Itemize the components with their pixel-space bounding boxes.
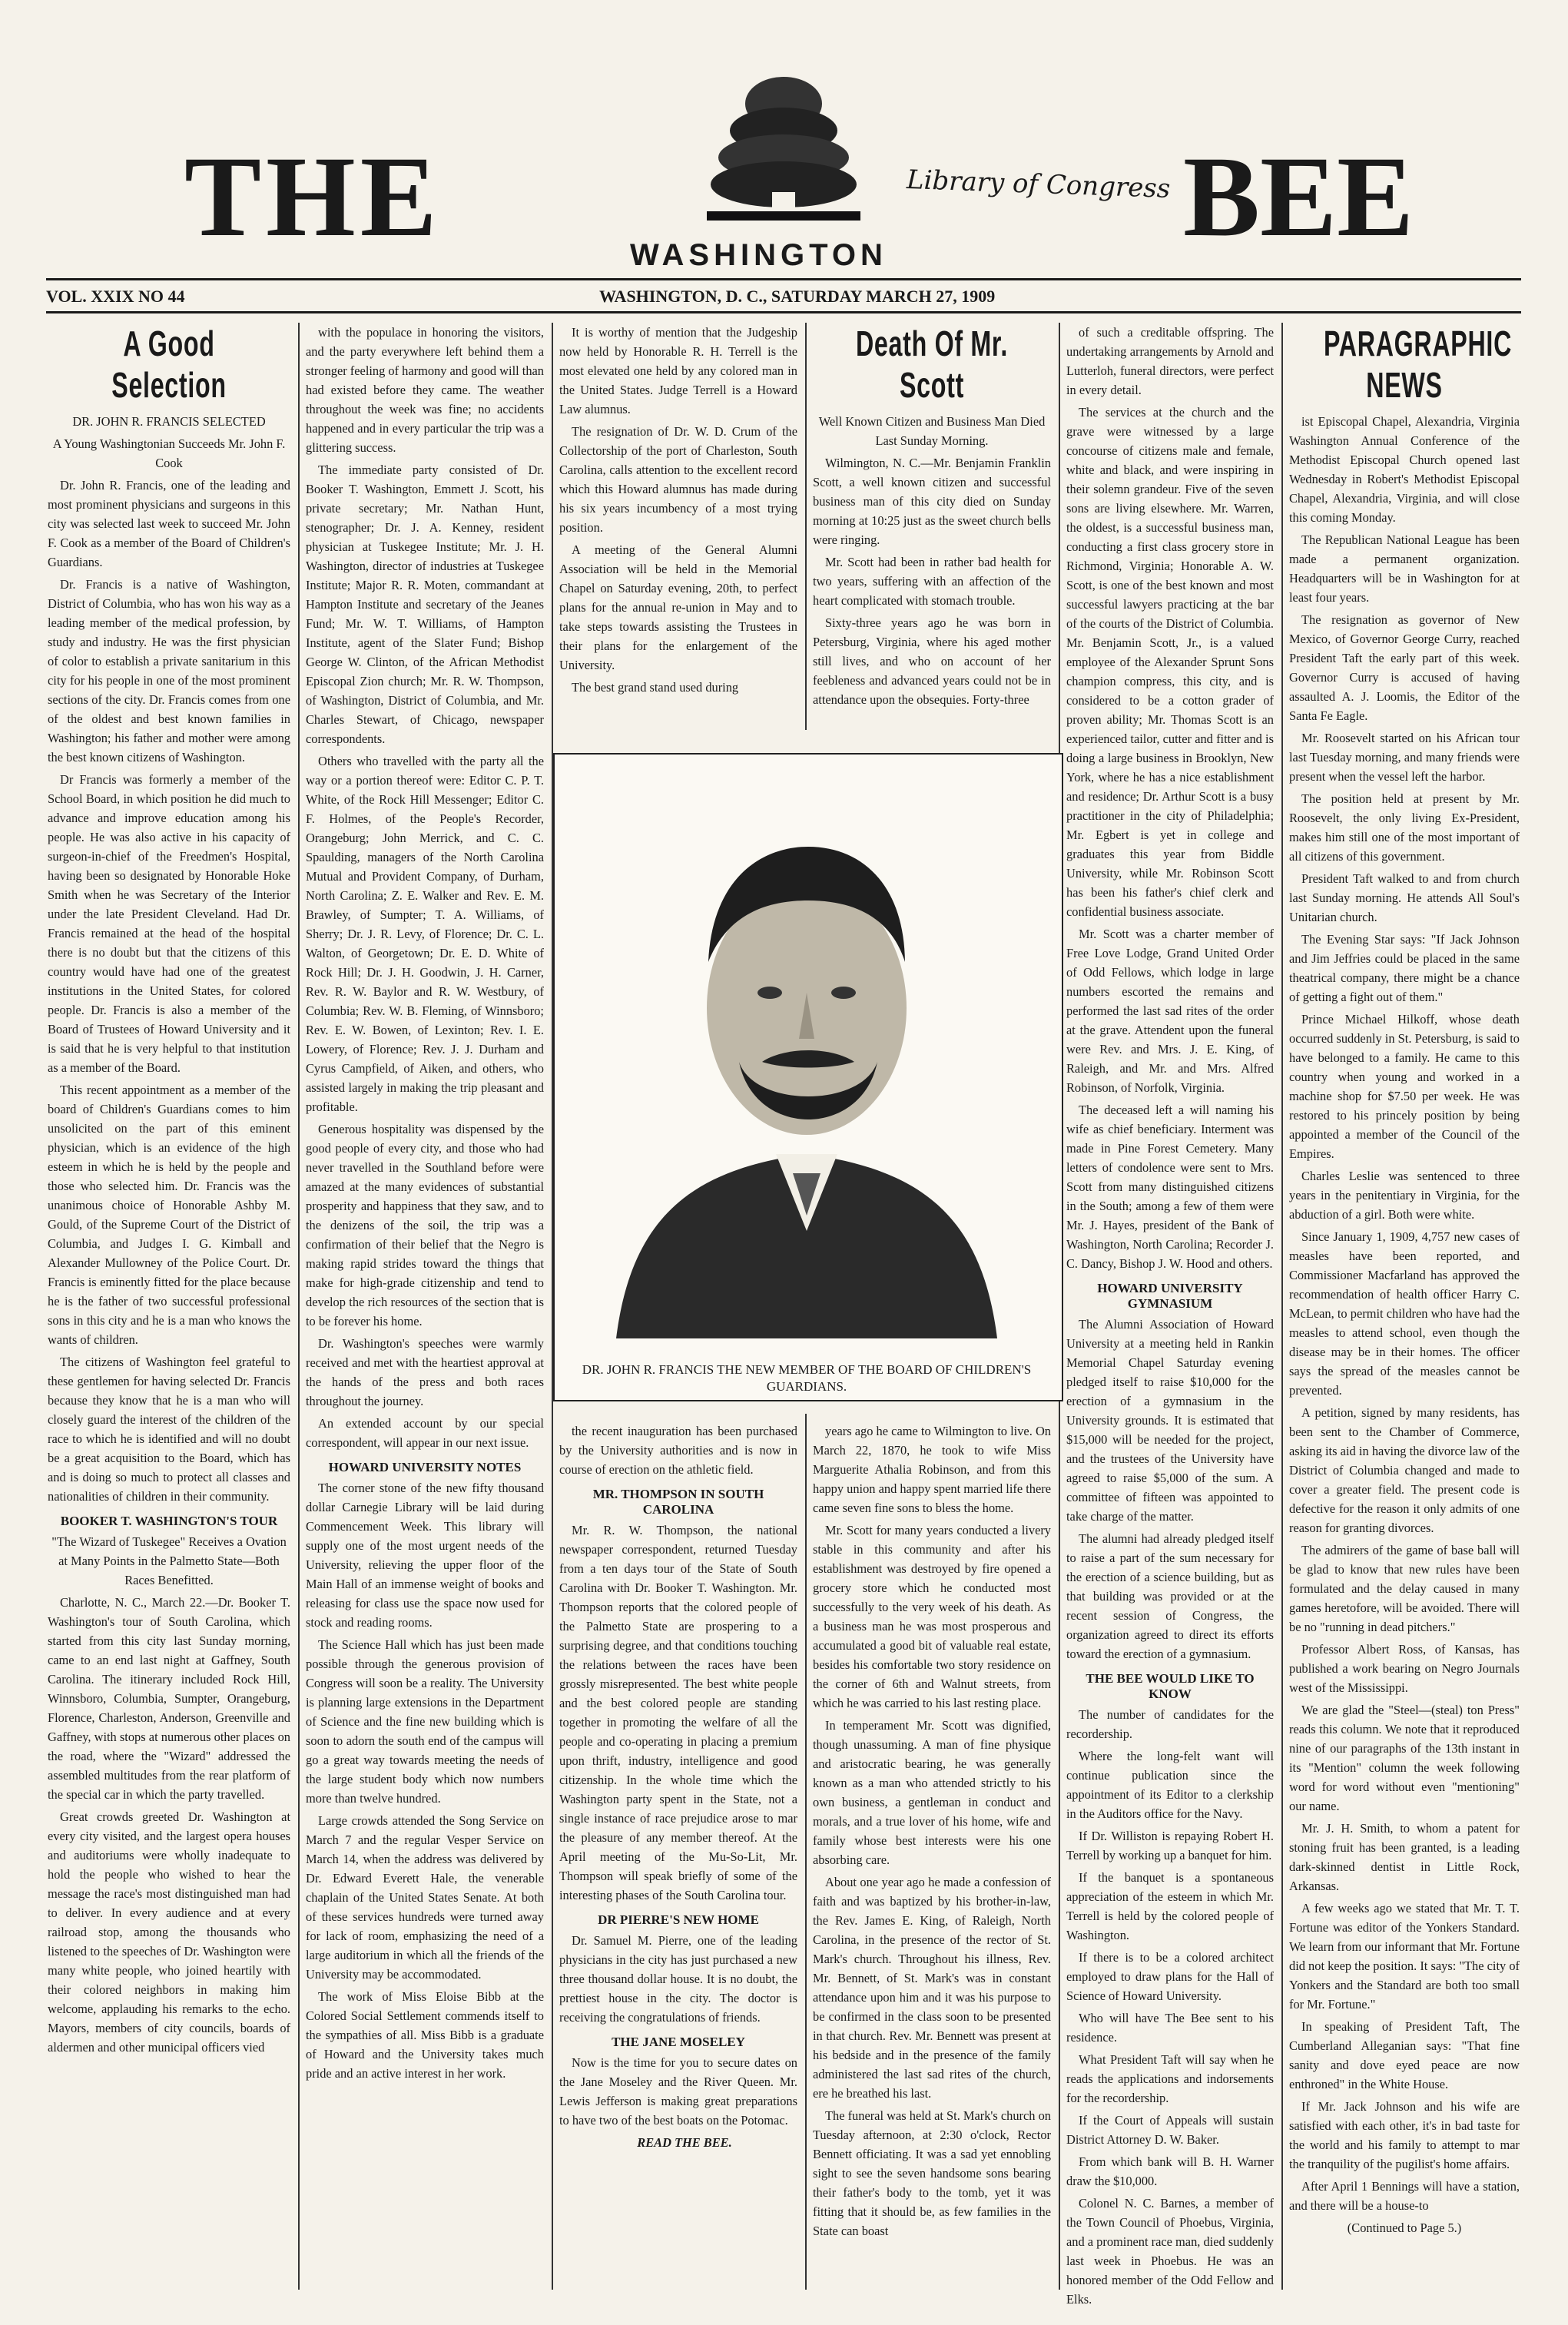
paragraph: The Republican National League has been made a permanent organization. Headquarters will be in Washington for at least four years. [1289,532,1520,605]
headline-pierre-home: DR PIERRE'S NEW HOME [598,1912,759,1927]
paragraph: If the banquet is a spontaneous appreciation of the esteem in which Mr. Terrell is held by the colored people of Washington. [1066,1870,1274,1942]
paragraph: Others who travelled with the party all the way or a portion thereof were: Editor C. P. T. White, of the Rock Hill Messenger; Editor C. F. Holmes, of the People's Recorder, Orangeburg; John Merrick, and C. C. Spaulding, managers of the North Carolina Mutual and Provident Company, of Durham, North Carolina; Z. E. Walker and Rev. E. M. Brawley, of Sumpter; T. A. Williams, of Sherry; Dr. J. R. Levy, of Florence; Dr. C. L. Walton, of Georgetown; Dr. E. D. White of Rock Hill; Dr. J. H. Goodwin, J. H. Carner, Rev. R. W. Baylor and R. W. Westbury, of Columbia; Rev. W. B. Fleming, of Winnsboro; Rev. E. W. Bowen, of Lexinton; Rev. I. E. Lowery, of Florence; Rev. J. J. Durham and Cyrus Campfield, of Aiken, and others, who assisted largely in making the trip pleasant and profitable. [306,754,544,1114]
column-3-top [559,323,797,738]
paragraph: President Taft walked to and from church last Sunday morning. He attends All Soul's Unitarian church. [1289,871,1520,924]
paragraph: If Mr. Jack Johnson and his wife are satisfied with each other, it's in bad taste for the world and his family to attempt to mar the tranquility of the pugilist's home affairs. [1289,2099,1520,2171]
column-rule [805,1414,807,2290]
paragraph: An extended account by our special correspondent, will appear in our next issue. [306,1416,544,1450]
paragraph: The citizens of Washington feel grateful to these gentlemen for having selected Dr. Francis because they know that he is a man who will closely guard the interest of the children of the race to which he is identified and will no doubt be a great acquisition to the Board, which has and is doing so much to protect all classes and nationalities of children in their community. [48,1355,290,1504]
portrait-figure [555,755,1059,1338]
headline-death-of-scott: Death Of Mr. Scott [855,323,1009,405]
library-stamp: Library of Congress [906,164,1171,204]
paragraph: The deceased left a will naming his wife as chief beneficiary. Interment was made in Pine Forest Cemetery. Many letters of condolence were sent to Mrs. Scott from many distinguished citizens in the South; among a few of them were Mr. J. Hayes, president of the Bank of Washington, North Carolina; Recorder J. C. Dancy, Bishop J. W. Hood and others. [1066,1103,1274,1271]
paragraph: Who will have The Bee sent to his residence. [1066,2011,1274,2045]
masthead-the: THE [184,133,442,260]
column-4-bottom [813,1421,1051,2297]
paragraph: Dr. Washington's speeches were warmly received and met with the heartiest approval at the hands of the press and both races throughout the journey. [306,1336,544,1408]
volume-number: VOL. XXIX NO 44 [46,287,185,306]
deck: A Young Washingtonian Succeeds Mr. John F. Cook [52,436,286,470]
paragraph: The work of Miss Eloise Bibb at the Colored Social Settlement commends itself to the sympathies of all. Miss Bibb is a graduate of Howard and the University takes much pride and an active interest in her work. [306,1989,544,2081]
paragraph: Since January 1, 1909, 4,757 new cases of measles have been reported, and Commissioner Macfarland has approved the recommendation of health officer Harry C. McLean, to permit children who have had the measles to attend school, even though the disease may be in their homes. The officer says the spread of the measles cannot be prevented. [1289,1229,1520,1398]
paragraph: Sixty-three years ago he was born in Petersburg, Virginia, where his aged mother still lives, and who on account of her feebleness and advanced years could not be in attendance upon the obsequies. Forty-three [813,615,1051,707]
paragraph: The immediate party consisted of Dr. Booker T. Washington, Emmett J. Scott, his private secretary; Mr. Nathan Hunt, stenographer; Dr. J. A. Kenney, resident physician at Tuskegee Institute; Mr. J. H. Washington, director of industries at Tuskegee Institute; Major R. R. Moten, commandant at Hampton Institute and secretary of the Jeanes Fund; Mr. W. T. Williams, of Hampton Institute, agent of the Slater Fund; Bishop George W. Clinton, of the African Methodist Episcopal Zion church; Mr. R. W. Thompson, of Washington, District of Columbia, and Mr. Charles Stewart, of Chicago, newspaper correspondents. [306,463,544,746]
subhead: DR. JOHN R. FRANCIS SELECTED [72,414,266,429]
paragraph: In temperament Mr. Scott was dignified, though unassuming. A man of fine physique and aristocratic bearing, he was generally known as a man who attended strictly to his own business, a gentleman in conduct and morals, and a true lover of his home, wife and family whose best interests were his one absorbing care. [813,1718,1051,1867]
paragraph: The resignation of Dr. W. D. Crum of the Collectorship of the port of Charleston, South Carolina, calls attention to the excellent record which this Howard alumnus has made during his six years incumbency of a most trying position. [559,424,797,535]
paragraph: The admirers of the game of base ball will be glad to know that new rules have been formulated and the delay caused in many games heretofore, will be avoided. There will be no "running in dead pitchers." [1289,1543,1520,1634]
column-rule [805,323,807,730]
paragraph: Now is the time for you to secure dates on the Jane Moseley and the River Queen. Mr. Lewis Jefferson is making great preparations to have two of the best boats on the Potomac. [559,2055,797,2128]
paragraph: Mr. J. H. Smith, to whom a patent for stoning fruit has been granted, is a leading dark-skinned dentist in Little Rock, Arkansas. [1289,1821,1520,1893]
headline-washington-tour: BOOKER T. WASHINGTON'S TOUR [60,1514,278,1528]
paragraph: In speaking of President Taft, The Cumberland Alleganian says: "That fine sanity and dove eyed peace are now enthroned" in the White House. [1289,2019,1520,2091]
paragraph: Mr. Scott was a charter member of Free Love Lodge, Grand United Order of Odd Fellows, which lodge in large numbers escorted the remains and performed the last sad rites of the order at the grave. Attendent upon the funeral were Rev. and Mrs. J. E. King, of Raleigh, and Mr. and Mrs. Alfred Robinson, of Norfolk, Virginia. [1066,927,1274,1095]
headline-good-selection: A Good Selection [111,323,227,405]
paragraph: The funeral was held at St. Mark's church on Tuesday afternoon, at 2:30 o'clock, Rector Bennett officiating. It was a sad yet ennobling sight to see the seven handsome sons bearing their father's body to the tomb, yet it was fitting that it should be, as few families in the State can boast [813,2108,1051,2238]
paragraph: The services at the church and the grave were witnessed by a large concourse of citizens male and female, white and black, and were inspiring in their solemn grandeur. Five of the seven sons are living elsewhere. Mr. Warren, the oldest, is a successful business man, conducting a first class grocery store in Richmond, Virginia; Honorable A. W. Scott, is one of the best known and most successful lawyers practicing at the bar of the courts of the District of Columbia. Mr. Benjamin Scott, Jr., is a valued employee of the Alexander Sprunt Sons champion compress, this city, and is considered to be a cotton grader of proven ability; Mr. Thomas Scott is an experienced tailor, cutter and fitter and is doing a large business in Brooklyn, New York, where he has a nice establishment and residence; Dr. Arthur Scott is a busy practitioner in the city of Philadelphia; Mr. Egbert is yet in college and graduates this year from Biddle University, while Mr. Robinson Scott has been his father's chief clerk and confidential business associate. [1066,405,1274,919]
masthead-city: WASHINGTON [630,238,887,272]
paragraph: Great crowds greeted Dr. Washington at every city visited, and the largest opera houses and auditoriums were wholly inadequate to hold the people who wished to hear the message the race's most distinguished man had to deliver. In every audience and at every railroad stop, among the thousands who listened to the speeches of Dr. Washington were many white people, who joined heartily with their colored neighbors in making him welcome, applauding his remarks to the echo. Mayors, members of city councils, boards of aldermen and other municipal officers vied [48,1809,290,2055]
column-rule [298,323,300,2290]
headline-thompson: MR. THOMPSON IN SOUTH CAROLINA [592,1487,764,1517]
paragraph: What President Taft will say when he reads the applications and indorsements for the recordership. [1066,2052,1274,2105]
deck: "The Wizard of Tuskegee" Receives a Ovation at Many Points in the Palmetto State—Both Races Benefitted. [51,1534,287,1587]
paragraph: Charlotte, N. C., March 22.—Dr. Booker T. Washington's tour of South Carolina, which started from this city last Sunday morning, came to an end last night at Gaffney, South Carolina. The itinerary included Rock Hill, Winnsboro, Columbia, Sumpter, Orangeburg, Florence, Charleston, Anderson, Greenville and Gaffney, with stops at numerous other places on the road, where the "Wizard" addressed the assembled multitudes from the rear platform of the special car in which the party travelled. [48,1595,290,1802]
headline-jane-moseley: THE JANE MOSELEY [612,2035,745,2049]
portrait-illustration [553,753,1063,1401]
paragraph: Prince Michael Hilkoff, whose death occurred suddenly in St. Petersburg, is said to have belonged to a family. He came to this country when young and worked in a machine shop for $7.50 per week. He was restored to his princely position by being appointed a member of the Council of the Empires. [1289,1012,1520,1161]
column-3-bottom [559,1421,797,2297]
paragraph: Where the long-felt want will continue publication since the appointment of its Editor to a clerkship in the Auditors office for the Navy. [1066,1749,1274,1821]
paragraph: From which bank will B. H. Warner draw the $10,000. [1066,2154,1274,2188]
paragraph: Professor Albert Ross, of Kansas, has published a work bearing on Negro Journals west of the Mississippi. [1289,1642,1520,1695]
headline-howard-notes: HOWARD UNIVERSITY NOTES [328,1460,522,1474]
paragraph: Colonel N. C. Barnes, a member of the Town Council of Phoebus, Virginia, and a prominent race man, died suddenly last week in Phoebus. He was an honored member of the Odd Fellow and Elks. [1066,2196,1274,2307]
paragraph: The best grand stand used during [572,680,739,695]
paragraph: This recent appointment as a member of the board of Children's Guardians comes to him unsolicited on the part of this eminent physician, which is an evidence of the high esteem in which he is held by the people and those who selected him. Dr. Francis was the unanimous choice of Honorable Ashby M. Gould, of the Supreme Court of the District of Columbia, and Judges I. G. Kimball and Alexander Mullowney of the Police Court. Dr. Francis is eminently fitted for the place because he is the father of two successful professional sons in this city and he is a man who knows the wants of children. [48,1083,290,1347]
paragraph: A few weeks ago we stated that Mr. T. T. Fortune was editor of the Yonkers Standard. We learn from our informant that Mr. Fortune did not keep the position. It says: "The city of Yonkers and the Standard are both too small for Mr. Fortune." [1289,1901,1520,2012]
paragraph: Dr. John R. Francis, one of the leading and most prominent physicians and surgeons in this city was selected last week to succeed Mr. John F. Cook as a member of the Board of Children's Guardians. [48,478,290,569]
paragraph: Large crowds attended the Song Service on March 7 and the regular Vesper Service on March 14, when the address was delivered by Dr. Edward Everett Hale, the venerable chaplain of the United States Senate. At both of these services hundreds were turned away for lack of room, emphasizing the need of a large auditorium in which all the friends of the University may be accommodated. [306,1813,544,1982]
headline-bee-would-like-to-know: THE BEE WOULD LIKE TO KNOW [1086,1671,1255,1701]
masthead-bee: BEE [1183,133,1414,260]
paragraph: Dr Francis was formerly a member of the School Board, in which position he did much to advance and improve education among his people. He was also active in his capacity of surgeon-in-chief of the Freedmen's Hospital, having been so designated by Honorable Hoke Smith when he was Secretary of the Interior under the late President Cleveland. Had Dr. Francis remained at the head of the hospital there is no doubt but that the citizens of this country would have had one of the greatest institutions in the United States, for colored people. Dr. Francis is also a member of the Board of Trustees of Howard University and it is said that he is very helpful to that institution as a member of the Board. [48,772,290,1075]
paragraph: Charles Leslie was sentenced to three years in the penitentiary in Virginia, for the abduction of a girl. Both were white. [1289,1169,1520,1222]
paragraph: We are glad the "Steel—(steal) ton Press" reads this column. We note that it reproduced nine of our paragraphs of the 13th instant in its "Mention" column the week following word for word without even "mentioning" our name. [1289,1703,1520,1813]
column-4-top [813,323,1051,738]
continued-note: (Continued to Page 5.) [1347,2221,1462,2235]
paragraph: The corner stone of the new fifty thousand dollar Carnegie Library will be laid during Commencement Week. This library will supply one of the most urgent needs of the University, relieving the upper floor of the Main Hall of an immense weight of books and releasing for class use the space now used for stock and reading rooms. [306,1481,544,1630]
paragraph: years ago he came to Wilmington to live. On March 22, 1870, he took to wife Miss Marguerite Athalia Robinson, and from this happy union and happy spent married life there came seven fine sons to bless the home. [813,1424,1051,1515]
paragraph: The Science Hall which has just been made possible through the generous provision of Congress will soon be a reality. The University is planning large extensions in the Department of Science and the fine new building which is soon to adorn the south end of the campus will go a great way towards meeting the needs of the large student body which now numbers more than twelve hundred. [306,1637,544,1806]
paragraph: About one year ago he made a confession of faith and was baptized by his brother-in-law, the Rev. James E. King, of Raleigh, North Carolina, in the presence of the rector of St. Mark's church. Throughout his illness, Rev. Mr. Bennett, of St. Mark's was in constant attendance upon him and it was his purpose to be confirmed in the class soon to be presented in that church. Rev. Mr. Bennett was present at his bedside and in the presence of the family administered the last sad rites of the church, ere he breathed his last. [813,1875,1051,2101]
read-the-bee: READ THE BEE. [637,2135,732,2150]
paragraph: The position held at present by Mr. Roosevelt, the only living Ex-President, makes him still one of the most important of all citizens of this government. [1289,791,1520,864]
paragraph: A meeting of the General Alumni Association will be held in the Memorial Chapel on Saturday evening, 20th, to perfect plans for the annual re-union in May and to take steps towards assisting the Trustees in their plans for the enlargement of the University. [559,542,797,672]
paragraph: Wilmington, N. C.—Mr. Benjamin Franklin Scott, a well known citizen and successful business man of this city died on Sunday morning at 10:25 just as the sweet church bells were ringing. [813,456,1051,547]
paragraph: Generous hospitality was dispensed by the good people of every city, and those who had never travelled in the Southland before were amazed at the many evidences of substantial prosperity and happiness that they saw, and to the denizens of the soil, the trip was a confirmation of their belief that the Negro is making rapid strides toward the things that make for high-grade citizenship and tend to develop the rich resources of the section that is to be forever his home. [306,1122,544,1328]
paragraph: with the populace in honoring the visitors, and the party everywhere left behind them a stronger feeling of harmony and good will than had existed before they came. The weather throughout the week was fine; no accidents happened and in every particular the trip was a glittering success. [306,325,544,455]
paragraph: The alumni had already pledged itself to raise a part of the sum necessary for the erection of a science building, but as that building was provided or at the recent session of Congress, the organization agreed to direct its efforts toward the erection of a gymnasium. [1066,1531,1274,1661]
paragraph: If there is to be a colored architect employed to draw plans for the Hall of Science of Howard University. [1066,1950,1274,2003]
masthead [46,15,1521,272]
column-2 [306,323,544,2297]
issue-date: WASHINGTON, D. C., SATURDAY MARCH 27, 1909 [599,287,996,306]
paragraph: Mr. R. W. Thompson, the national newspaper correspondent, returned Tuesday from a ten days tour of the State of South Carolina with Dr. Booker T. Washington. Mr. Thompson reports that the colored people of the Palmetto State are prospering to a surprising degree, and that conditions touching the relations between the races have been grossly misrepresented. The best white people and the best colored people are standing together in promoting the welfare of all the people and co-operating in placing a premium upon thrift, industry, intelligence and good citizenship. In the whole time which the Washington party spent in the State, not a single instance of race prejudice arose to mar the pleasure of any member thereof. At the April meeting of the Mu-So-Lit, Mr. Thompson will speak briefly of some of the interesting phases of the South Carolina tour. [559,1523,797,1902]
column-rule [1281,323,1283,2290]
paragraph: Dr. Samuel M. Pierre, one of the leading physicians in the city has just purchased a new three thousand dollar house. It is no doubt, the prettiest house in the city. The doctor is receiving the congratulations of friends. [559,1933,797,2025]
column-6 [1289,323,1520,2297]
paragraph: The Evening Star says: "If Jack Johnson and Jim Jeffries could be placed in the same theatrical company, there might be a chance of getting a fight out of them." [1289,932,1520,1004]
paragraph: ist Episcopal Chapel, Alexandria, Virginia Washington Annual Conference of the Methodist Episcopal Church opened last Wednesday in Robert's Methodist Episcopal Chapel, Alexandria, Virginia, and will close this coming Monday. [1289,414,1520,525]
paragraph: It is worthy of mention that the Judgeship now held by Honorable R. H. Terrell is the most elevated one held by any colored man in the United States. Judge Terrell is a Howard Law alumnus. [559,325,797,416]
paragraph: A petition, signed by many residents, has been sent to the Chamber of Commerce, asking its aid in having the divorce law of the District of Columbia changed and made to cover a greater field. The present code is defective for the reason it only admits of one reason for granting divorces. [1289,1405,1520,1535]
paragraph: Mr. Scott for many years conducted a livery stable in this community and after his establishment was destroyed by fire opened a grocery store which he conducted most successfully to the very week of his death. As a business man he was most prosperous and accumulated a good bit of valuable real estate, besides his comfortable two story residence on the corner of 6th and Walnut streets, from which he was carried to his last resting place. [813,1523,1051,1710]
column-1 [48,323,290,2297]
paragraph: The resignation as governor of New Mexico, of Governor George Curry, reached President Taft the early part of this week. Governor Curry is accused of having assaulted A. J. Loomis, the Editor of the Santa Fe Eagle. [1289,612,1520,723]
headline-gymnasium: HOWARD UNIVERSITY GYMNASIUM [1097,1281,1243,1311]
paragraph: the recent inauguration has been purchased by the University authorities and is now in course of erection on the athletic field. [559,1424,797,1477]
paragraph: If the Court of Appeals will sustain District Attorney D. W. Baker. [1066,2113,1274,2147]
paragraph: of such a creditable offspring. The undertaking arrangements by Arnold and Lutterloh, funeral directors, were perfect in every detail. [1066,325,1274,397]
paragraph: The Alumni Association of Howard University at a meeting held in Rankin Memorial Chapel Saturday evening pledged itself to raise $10,000 for the erection of a gymnasium in the University grounds. It is estimated that $15,000 will be needed for the project, and the trustees of the University have agreed to raise $5,000 of the sum. A committee of fifteen was appointed to take charge of the matter. [1066,1317,1274,1524]
deck: Well Known Citizen and Business Man Died Last Sunday Morning. [818,414,1046,448]
paragraph: If Dr. Williston is repaying Robert H. Terrell by working up a banquet for him. [1066,1829,1274,1862]
column-5 [1066,323,1274,2307]
portrait-caption: DR. JOHN R. FRANCIS THE NEW MEMBER OF THE BOARD OF CHILDREN'S GUARDIANS. [582,1362,1032,1394]
paragraph: Dr. Francis is a native of Washington, District of Columbia, who has won his way as a leading member of the medical profession, by study and industry. He was the first physician of color to establish a private sanitarium in this city for his people in one of the most prominent sections of the city. Dr. Francis comes from one of the oldest and best known families in Washington; his father and mother were among the best known citizens of Washington. [48,577,290,764]
paragraph: The number of candidates for the recordership. [1066,1707,1274,1741]
beehive-icon [691,61,876,238]
dateline [46,278,1521,313]
paragraph: Mr. Scott had been in rather bad health for two years, suffering with an affection of the heart complicated with stomach trouble. [813,555,1051,608]
paragraph: After April 1 Bennings will have a station, and there will be a house-to [1289,2179,1520,2213]
headline-paragraphic-news: PARAGRAPHIC NEWS [1324,323,1513,405]
paragraph: Mr. Roosevelt started on his African tour last Tuesday morning, and many friends were present when the vessel left the harbor. [1289,731,1520,784]
